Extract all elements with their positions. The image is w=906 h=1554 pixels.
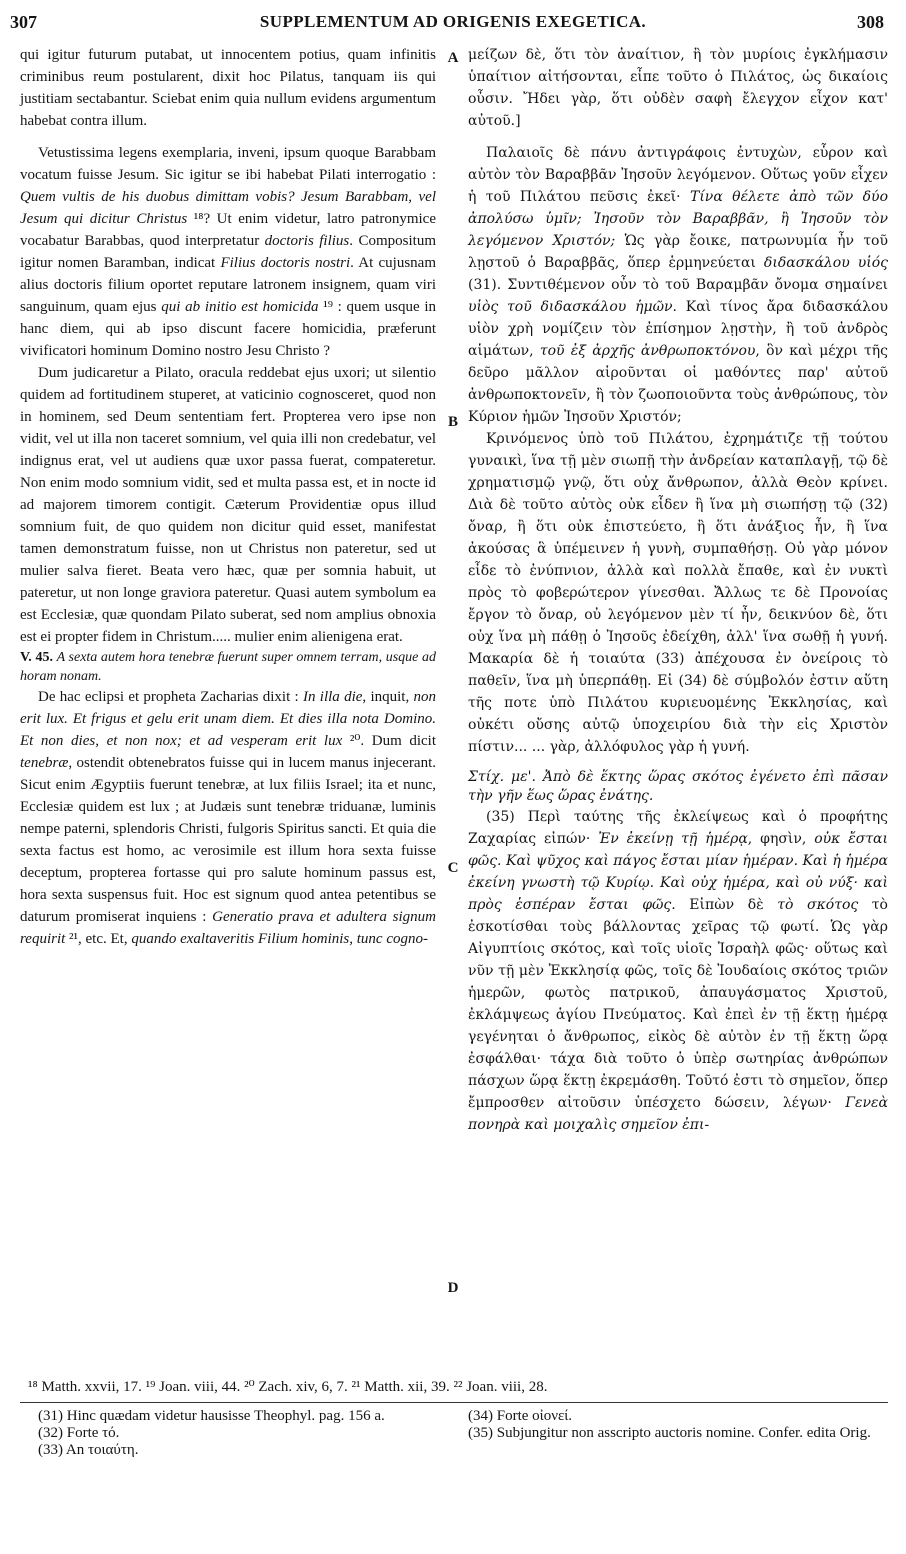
latin-verse-heading: V. 45. A sexta autem hora tenebræ fuerunt super omnem terram, usque ad horam nonam.	[20, 650, 437, 684]
margin-letter-d: D	[447, 1280, 459, 1296]
greek-column	[468, 44, 888, 1136]
latin-column	[20, 44, 436, 950]
running-header	[0, 0, 906, 40]
latin-paragraph: De hac eclipsi et propheta Zacharias dixit : In illa die, inquit, non erit lux. Et frigus et gelu erit unam diem. Et dies illa nota Domino. Et non dies, et non nox; et ad vesperam erit lux ²⁰. Dum dicit tenebræ, ostendit obtenebratos fuisse qui in lucem manus injecerant. Sicut enim Ægyptiis fuerunt tenebræ, at lux filiis Israel; ita et nunc, Ecclesiæ quidem est lux ; at Judæis sunt tenebræ triduanæ, luminis nempe paterni, splendoris Christi, fulgoris Spiritus sancti. Et quia die sexta factus est homo, ac verosimile est illum hora sexta fuisse deceptum, propterea fortasse qui pro salute hominum passus est, hora sexta suspensus fuit. Hoc est signum quod antea petentibus se daturum promiserat inquiens : Generatio prava et adultera signum requirit ²¹, etc. Et, quando exaltaveritis Filium hominis, tunc cogno-	[20, 689, 437, 947]
page-number-right: 308	[857, 12, 884, 32]
greek-paragraph: (35) Περὶ ταύτης τῆς ἐκλείψεως καὶ ὁ προφήτης Ζαχαρίας εἰπών· Ἐν ἐκείνῃ τῇ ἡμέρᾳ, φησὶν, οὐκ ἔσται φῶς. Καὶ ψῦχος καὶ πάγος ἔσται μίαν ἡμέραν. Καὶ ἡ ἡμέρα ἐκείνη γνωστὴ τῷ Κυρίῳ. Καὶ οὐχ ἡμέρα, καὶ οὐ νύξ· καὶ πρὸς ἑσπέραν ἔσται φῶς. Εἰπὼν δὲ τὸ σκότος τὸ ἐσκοτίσθαι τοὺς βάλλοντας χεῖρας τῷ φωτί. Ὡς γὰρ Αἰγυπτίοις σκότος, καὶ τοῖς υἱοῖς Ἰσραὴλ φῶς· οὕτως καὶ νῦν τῇ μὲν Ἐκκλησίᾳ φῶς, τοῖς δὲ Ἰουδαίοις σκότος τριῶν ἡμερῶν, φωτὸς πατρικοῦ, ἀπαυγάσματος Χριστοῦ, ἐκλάμψεως ἁγίου Πνεύματος. Καὶ ἐπεὶ ἐν τῇ ἕκτῃ ἡμέρᾳ γεγένηται ὁ ἄνθρωπος, εἰκὸς δὲ αὐτὸν ἐν τῇ ἕκτῃ ὥρᾳ ἐσφάλθαι· τάχα διὰ τοῦτο ὁ ὑπὲρ σωτηρίας ἀνθρώπων πάσχων ὥρᾳ ἕκτῃ ἐκρεμάσθη. Τοῦτό ἐστι τὸ σημεῖον, ὅπερ ἔμπροσθεν αἰτοῦσιν ὑπέσχετο δώσειν, λέγων· Γενεὰ πονηρὰ καὶ μοιχαλὶς σημεῖον ἐπι-	[468, 809, 889, 1133]
editor-notes-right	[468, 1408, 888, 1442]
editor-note: (32) Forte τό.	[38, 1425, 120, 1441]
greek-paragraph: μείζων δὲ, ὅτι τὸν ἀναίτιον, ἢ τὸν μυρίοις ἐγκλήμασιν ὑπαίτιον αἰτήσονται, εἶπε τοῦτο ὁ Πιλάτος, ὡς δικαίοις οὖσιν. Ἤδει γὰρ, ὅτι οὐδὲν σαφὴ ἔλεγχον εἶχον κατ' αὐτοῦ.]	[468, 47, 888, 129]
greek-paragraph: Παλαιοῖς δὲ πάνυ ἀντιγράφοις ἐντυχὼν, εὗρον καὶ αὐτὸν τὸν Βαραββᾶν Ἰησοῦν λεγόμενον. Οὕτως γοῦν εἶχεν ἡ τοῦ Πιλάτου πεῦσις ἐκεῖ· Τίνα θέλετε ἀπὸ τῶν δύο ἀπολύσω ὑμῖν; Ἰησοῦν τὸν Βαραββᾶν, ἢ Ἰησοῦν τὸν λεγόμενον Χριστόν; Ὡς γὰρ ἔοικε, πατρωνυμία ἦν τοῦ λῃστοῦ ὁ Βαραββᾶς, ὅπερ ἑρμηνεύεται διδασκάλου υἱός (31). Συντιθέμενον οὖν τὸ τοῦ Βαραμβᾶν ὄνομα σημαίνει υἱὸς τοῦ διδασκάλου ἡμῶν. Καὶ τίνος ἄρα διδασκάλου υἱὸν χρὴ νομίζειν τὸν ἐπίσημον λῃστὴν, ἢ τοῦ ἀνδρὸς αἱμάτων, τοῦ ἐξ ἀρχῆς ἀνθρωποκτόνου, ὃν καὶ μέχρι τῆς δεῦρο μᾶλλον αἱροῦνται οἱ μαθόντες παρ' αὐτοῦ ἀνθρωποκτονεῖν, ἢ τὸν ζωοποιοῦντα τοὺς ἀνθρώπους, τὸν Κύριον ἡμῶν Ἰησοῦν Χριστόν;	[468, 145, 888, 425]
latin-paragraph: qui igitur futurum putabat, ut innocentem potius, quam infinitis criminibus reum postularent, dixit hoc Pilatus, tanquam iis qui justitiam sectabantur. Sciebat enim quia nullum evidens argumentum habebat contra illum.	[20, 47, 436, 129]
margin-letter-b: B	[447, 414, 458, 430]
latin-paragraph: Vetustissima legens exemplaria, inveni, ipsum quoque Barabbam vocatum fuisse Jesum. Sic igitur se ibi habebat Pilati interrogatio : Quem vultis de his duobus dimittam vobis? Jesum Barabbam, vel Jesum qui dicitur Christus ¹⁸? Ut enim videtur, latro patronymice vocabatur Barabbas, quod interpretatur doctoris filius. Compositum igitur nomen Baramban, indicat Filius doctoris nostri. At cujusnam alius doctoris filium oportet reputare latronem insignem, quam viri sanguinum, quam ejus qui ab initio est homicida ¹⁹ : quem usque in hanc diem, qui ab ipso discunt facere homicidia, præferunt vivificatori hominum Domino nostro Jesu Christo ?	[20, 145, 436, 359]
margin-letter-c: C	[447, 860, 459, 876]
scripture-footnotes: ¹⁸ Matth. xxvii, 17. ¹⁹ Joan. viii, 44. ²⁰ Zach. xiv, 6, 7. ²¹ Matth. xii, 39. ²² Joan. viii, 28.	[28, 1379, 548, 1395]
greek-verse-heading: Στίχ. με'. Ἀπὸ δὲ ἕκτης ὥρας σκότος ἐγένετο ἐπὶ πᾶσαν τὴν γῆν ἕως ὥρας ἐνάτης.	[468, 769, 888, 804]
footnote-divider	[20, 1402, 888, 1403]
latin-paragraph: Dum judicaretur a Pilato, oracula reddebat ejus uxori; ut silentio quidem ad fortitudinem stuperet, at vaticinio cognosceret, quod non in hominem, sed Deum sententiam fert. Propterea vero ipse non vidit, vel ut illa non taceret somnium, vel quia illi non credebatur, vel indignus erat, vel ut audiens quæ uxor passa fuerat, compateretur. Non enim modo somnium vidit, sed et multa passa est, et in nocte id ad majorem timorem contigit. Cæterum Providentiæ opus illud somnium fuit, de quo quidem non dicitur quid esset, manifestat tamen demonstratum fuisse, non ut Christus non pateretur, sed ut mulier salva fieret. Beata vero hæc, quæ per somnia habuit, ut pateretur, ut non longe graviora pateretur. Quasi autem symbolum ea est Ecclesiæ, quæ quondam Pilato suberat, sed nom amplius obnoxia est ei propter fidem in Christum..... mulier enim alienigena erat.	[20, 365, 436, 645]
margin-letter-a: A	[447, 50, 459, 66]
running-title: SUPPLEMENTUM AD ORIGENIS EXEGETICA.	[259, 12, 647, 31]
editor-note: (31) Hinc quædam videtur hausisse Theophyl. pag. 156 a.	[38, 1408, 385, 1424]
editor-note: (35) Subjungitur non asscripto auctoris nomine. Confer. edita Orig.	[468, 1425, 871, 1441]
editor-note: (34) Forte οἰονεί.	[468, 1408, 573, 1424]
greek-paragraph: Κρινόμενος ὑπὸ τοῦ Πιλάτου, ἐχρημάτιζε τῇ τούτου γυναικὶ, ἵνα τῇ μὲν σιωπῇ τὴν ἀνδρείαν καταπλαγῇ, τῷ δὲ χρηματισμῷ γνῷ, ὅτι οὐχ ἄνθρωπον, ἀλλὰ Θεὸν κρίνει. Διὰ δὲ τοῦτο αὐτὸς οὐκ εἶδεν ἢ ἵνα μὴ σιωπήσῃ τῷ (32) ὄναρ, ἢ ὅτι οὐκ ἐπιστεύετο, ἢ ὅτι ἀνάξιος ἦν, ἢ ἵνα ἀκούσας ἃ ὑπέμεινεν ἡ γυνὴ, συμπαθήσῃ. Οὐ γὰρ μόνον εἶδε τὸ ἐνύπνιον, ἀλλὰ καὶ πολλὰ ἔπαθε, καὶ ἐν νυκτὶ πρὸς τὸ φοβερώτερον γίνεσθαι. Ἄλλως τε δὲ Προνοίας ἔργον τὸ ὄναρ, οὐ λεγόμενον μὲν τί ἦν, δεικνύον δὲ, ὅτι οὐχ ἵνα μὴ πάθῃ ὁ Ἰησοῦς ἐδείχθη, ἀλλ' ἵνα σωθῇ ἡ γυνή. Μακαρία δὲ ἡ τοιαύτα (33) ἀπέχουσα ἐν ὀνείροις τὸ παθεῖν, ἵνα μὴ ὑπερπάθῃ. Εἰ (34) δὲ σύμβολόν ἐστιν αὕτη τῆς ποτε ὑπὸ Πιλάτου κυριευομένης Ἐκκλησίας, καὶ οὐκέτι οὔσης αὐτῷ ὑποχειρίου διὰ τὴν εἰς Χριστὸν πίστιν... ... γὰρ, ἀλλόφυλος γὰρ ἡ γυνή.	[468, 431, 888, 755]
editor-note: (33) An τοιαύτη.	[38, 1442, 139, 1458]
page-number-left: 307	[10, 12, 37, 32]
editor-notes-left	[38, 1408, 438, 1459]
